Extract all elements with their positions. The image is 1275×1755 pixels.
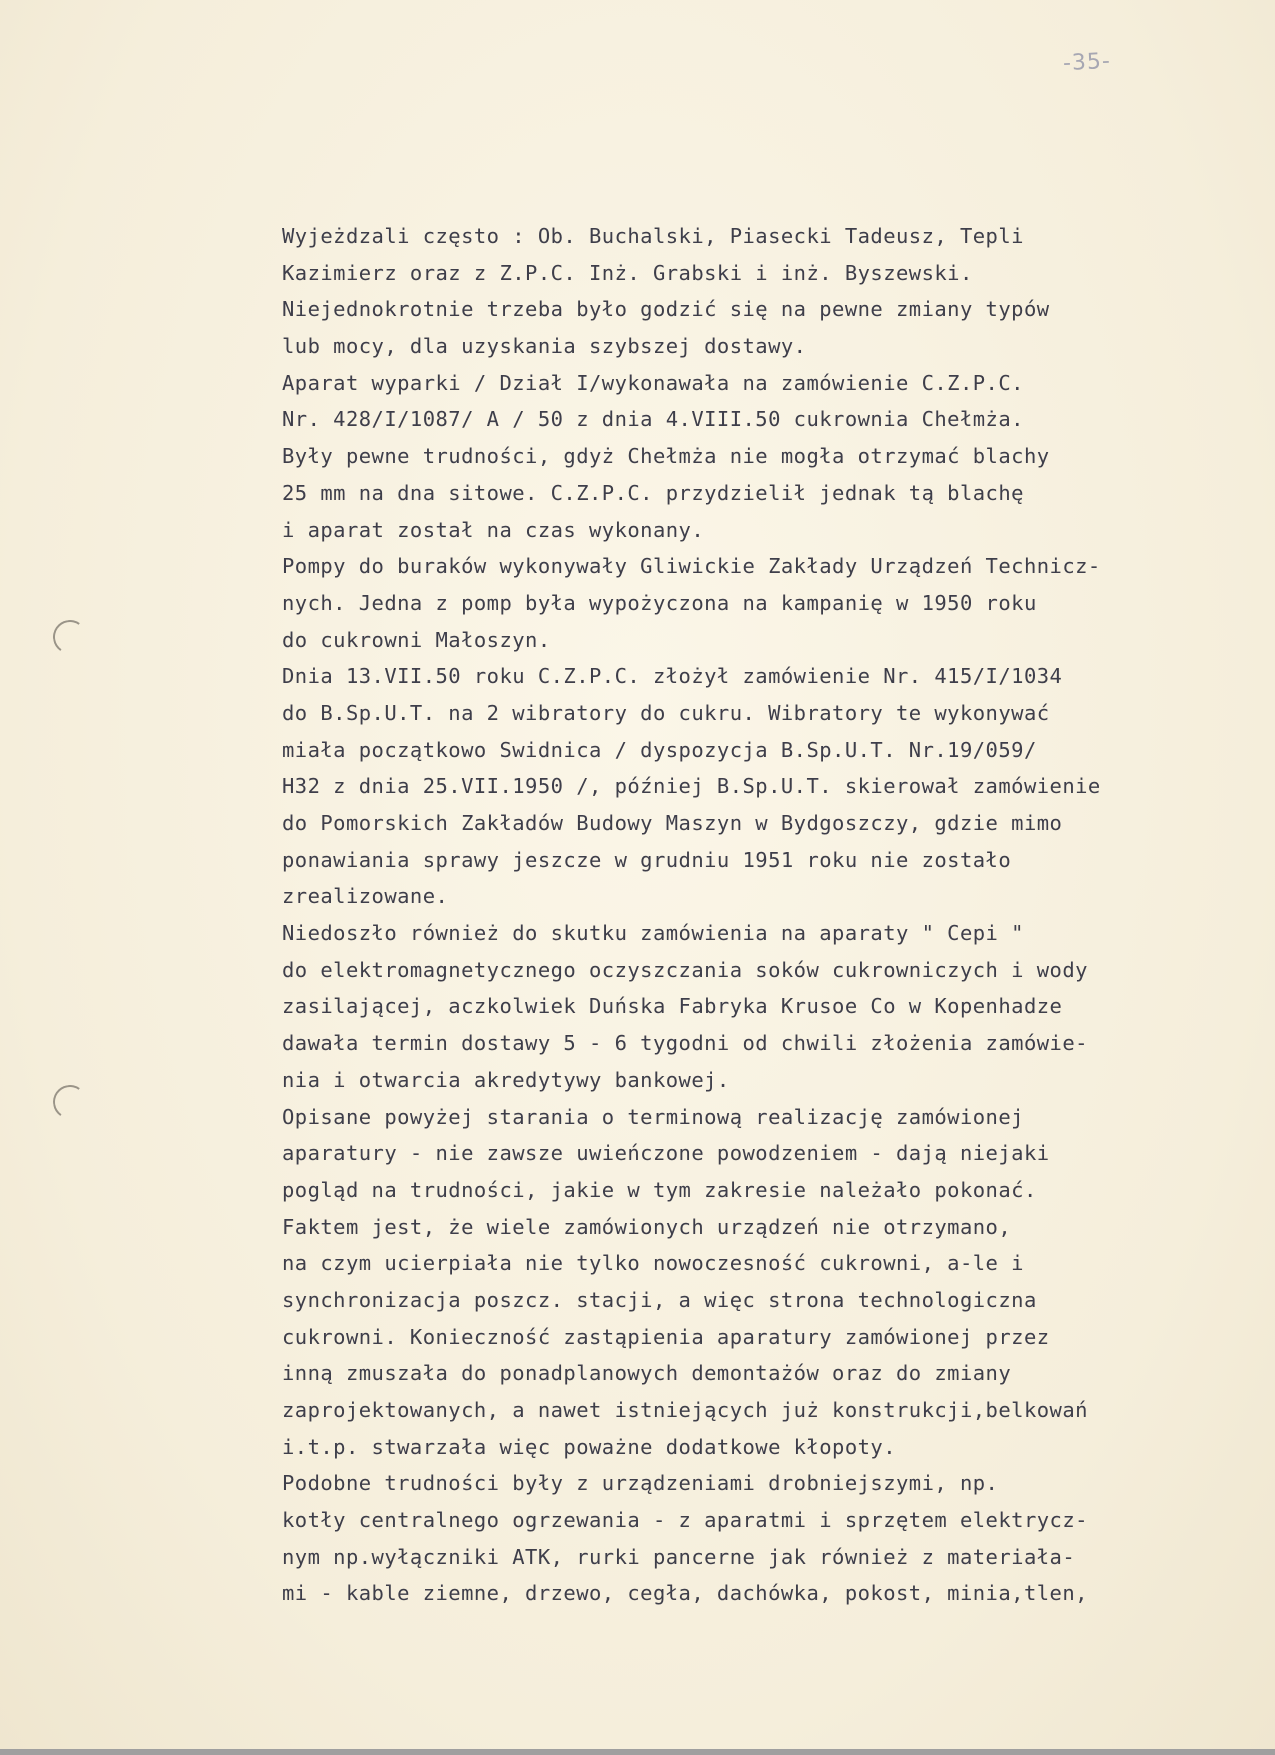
text-line: nych. Jedna z pomp była wypożyczona na kampanię w 1950 roku <box>282 590 1037 615</box>
text-line: miała początkowo Swidnica / dyspozycja B.Sp.U.T. Nr.19/059/ <box>282 737 1037 762</box>
text-line: Podobne trudności były z urządzeniami drobniejszymi, np. <box>282 1471 999 1496</box>
page-number: -35- <box>1062 48 1112 77</box>
text-line: pogląd na trudności, jakie w tym zakresie należało pokonać. <box>282 1177 1037 1202</box>
text-line: Kazimierz oraz z Z.P.C. Inż. Grabski i inż. Byszewski. <box>282 260 973 285</box>
text-line: na czym ucierpiała nie tylko nowoczesność cukrowni, a-le i <box>282 1251 1024 1276</box>
text-line: i.t.p. stwarzała więc poważne dodatkowe kłopoty. <box>282 1434 897 1459</box>
text-line: Były pewne trudności, gdyż Chełmża nie mogła otrzymać blachy <box>282 444 1050 469</box>
scan-bottom-edge <box>0 1749 1275 1755</box>
text-line: Faktem jest, że wiele zamówionych urządzeń nie otrzymano, <box>282 1214 1012 1239</box>
text-line: Dnia 13.VII.50 roku C.Z.P.C. złożył zamówienie Nr. 415/I/1034 <box>282 664 1063 689</box>
text-line: zrealizowane. <box>282 884 449 909</box>
text-line: H32 z dnia 25.VII.1950 /, później B.Sp.U.T. skierował zamówienie <box>282 774 1101 799</box>
text-line: Niedoszło również do skutku zamówienia na aparaty " Cepi " <box>282 921 1024 946</box>
text-line: do B.Sp.U.T. na 2 wibratory do cukru. Wibratory te wykonywać <box>282 700 1050 725</box>
text-line: Wyjeżdzali często : Ob. Buchalski, Piasecki Tadeusz, Tepli <box>282 224 1024 248</box>
text-line: mi - kable ziemne, drzewo, cegła, dachówka, pokost, minia,tlen, <box>282 1581 1088 1606</box>
text-line: Opisane powyżej starania o terminową realizację zamówionej <box>282 1104 1024 1129</box>
text-line: aparatury - nie zawsze uwieńczone powodzeniem - dają niejaki <box>282 1141 1050 1166</box>
text-line: cukrowni. Konieczność zastąpienia aparatury zamówionej przez <box>282 1324 1050 1349</box>
text-line: 25 mm na dna sitowe. C.Z.P.C. przydzielił jednak tą blachę <box>282 480 1024 505</box>
text-line: Pompy do buraków wykonywały Gliwickie Zakłady Urządzeń Technicz- <box>282 554 1101 579</box>
text-line: Aparat wyparki / Dział I/wykonawała na zamówienie C.Z.P.C. <box>282 370 1024 395</box>
text-line: Niejednokrotnie trzeba było godzić się na pewne zmiany typów <box>282 297 1050 322</box>
punch-hole-bottom <box>50 1082 89 1121</box>
text-line: i aparat został na czas wykonany. <box>282 517 705 542</box>
text-line: lub mocy, dla uzyskania szybszej dostawy. <box>282 334 807 359</box>
text-line: zaprojektowanych, a nawet istniejących już konstrukcji,belkowań <box>282 1398 1088 1422</box>
text-line: kotły centralnego ogrzewania - z aparatmi i sprzętem elektrycz- <box>282 1508 1088 1533</box>
punch-hole-top <box>50 617 89 656</box>
text-line: ponawiania sprawy jeszcze w grudniu 1951 roku nie zostało <box>282 847 1012 872</box>
text-line: nym np.wyłączniki ATK, rurki pancerne jak również z materiała- <box>282 1544 1076 1569</box>
text-line: do Pomorskich Zakładów Budowy Maszyn w Bydgoszczy, gdzie mimo <box>282 811 1063 835</box>
text-line: nia i otwarcia akredytywy bankowej. <box>282 1067 730 1092</box>
text-line: do cukrowni Małoszyn. <box>282 627 551 652</box>
text-line: inną zmuszała do ponadplanowych demontażów oraz do zmiany <box>282 1361 1012 1386</box>
typewritten-text <box>282 218 1267 1612</box>
text-line: Nr. 428/I/1087/ A / 50 z dnia 4.VIII.50 cukrownia Chełmża. <box>282 407 1024 432</box>
text-line: synchronizacja poszcz. stacji, a więc strona technologiczna <box>282 1287 1037 1312</box>
text-line: dawała termin dostawy 5 - 6 tygodni od chwili złożenia zamówie- <box>282 1031 1088 1056</box>
text-line: zasilającej, aczkolwiek Duńska Fabryka Krusoe Co w Kopenhadze <box>282 994 1063 1019</box>
text-line: do elektromagnetycznego oczyszczania soków cukrowniczych i wody <box>282 957 1088 982</box>
